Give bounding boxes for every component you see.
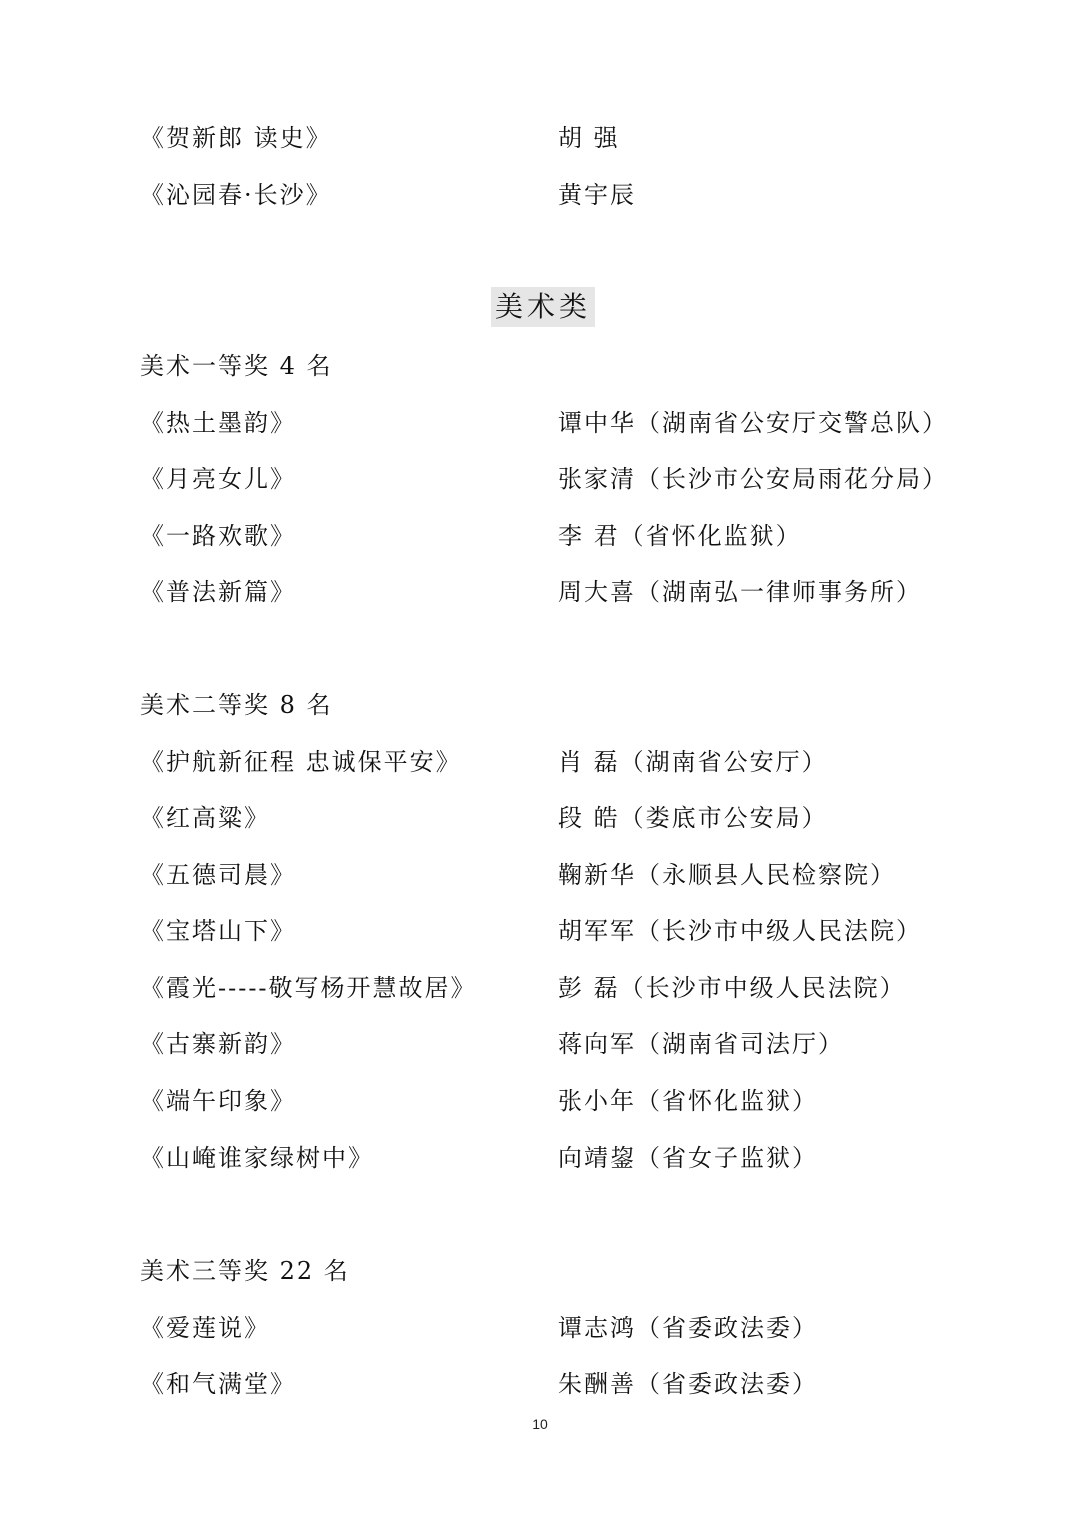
list-item bbox=[140, 175, 1020, 215]
list-item bbox=[140, 798, 1020, 838]
work-title: 《古寨新韵》 bbox=[140, 1030, 296, 1058]
list-item bbox=[140, 1024, 1020, 1064]
list-item bbox=[140, 855, 1020, 895]
list-item bbox=[140, 118, 1020, 158]
work-author: 肖 磊（湖南省公安厅） bbox=[558, 748, 828, 776]
work-author: 鞠新华（永顺县人民检察院） bbox=[558, 861, 896, 889]
work-title: 《热土墨韵》 bbox=[140, 409, 296, 437]
list-item bbox=[140, 1138, 1020, 1178]
work-author: 向靖鋆（省女子监狱） bbox=[558, 1144, 818, 1172]
award-heading: 美术一等奖 4 名 bbox=[140, 352, 333, 380]
work-author: 黄宇辰 bbox=[558, 181, 636, 209]
page-number: 10 bbox=[532, 1416, 548, 1432]
list-item bbox=[140, 1364, 1020, 1404]
work-title: 《霞光-----敬写杨开慧故居》 bbox=[140, 974, 477, 1002]
work-title: 《端午印象》 bbox=[140, 1087, 296, 1115]
work-title: 《宝塔山下》 bbox=[140, 917, 296, 945]
work-author: 蒋向军（湖南省司法厅） bbox=[558, 1030, 844, 1058]
work-author: 周大喜（湖南弘一律师事务所） bbox=[558, 578, 922, 606]
work-title: 《爱莲说》 bbox=[140, 1314, 270, 1342]
work-author: 张家清（长沙市公安局雨花分局） bbox=[558, 465, 948, 493]
list-item bbox=[140, 911, 1020, 951]
work-title: 《月亮女儿》 bbox=[140, 465, 296, 493]
work-author: 张小年（省怀化监狱） bbox=[558, 1087, 818, 1115]
work-author: 李 君（省怀化监狱） bbox=[558, 522, 802, 550]
work-title: 《和气满堂》 bbox=[140, 1370, 296, 1398]
work-author: 胡军军（长沙市中级人民法院） bbox=[558, 917, 922, 945]
work-title: 《红高粱》 bbox=[140, 804, 270, 832]
work-title: 《五德司晨》 bbox=[140, 861, 296, 889]
work-title: 《山崦谁家绿树中》 bbox=[140, 1144, 374, 1172]
work-author: 段 皓（娄底市公安局） bbox=[558, 804, 828, 832]
award-heading: 美术二等奖 8 名 bbox=[140, 691, 333, 719]
work-author: 彭 磊（长沙市中级人民法院） bbox=[558, 974, 906, 1002]
list-item bbox=[140, 459, 1020, 499]
award-heading: 美术三等奖 22 名 bbox=[140, 1257, 350, 1285]
list-item bbox=[140, 1308, 1020, 1348]
list-item bbox=[140, 572, 1020, 612]
work-title: 《贺新郎 读史》 bbox=[140, 124, 332, 152]
work-title: 《护航新征程 忠诚保平安》 bbox=[140, 748, 462, 776]
section-title: 美术类 bbox=[491, 287, 595, 327]
work-title: 《一路欢歌》 bbox=[140, 522, 296, 550]
list-item bbox=[140, 1081, 1020, 1121]
work-author: 谭志鸿（省委政法委） bbox=[558, 1314, 818, 1342]
work-author: 朱酬善（省委政法委） bbox=[558, 1370, 818, 1398]
list-item bbox=[140, 742, 1020, 782]
work-title: 《普法新篇》 bbox=[140, 578, 296, 606]
work-author: 胡 强 bbox=[558, 124, 620, 152]
list-item bbox=[140, 516, 1020, 556]
work-author: 谭中华（湖南省公安厅交警总队） bbox=[558, 409, 948, 437]
list-item bbox=[140, 403, 1020, 443]
work-title: 《沁园春·长沙》 bbox=[140, 181, 332, 209]
list-item bbox=[140, 968, 1020, 1008]
